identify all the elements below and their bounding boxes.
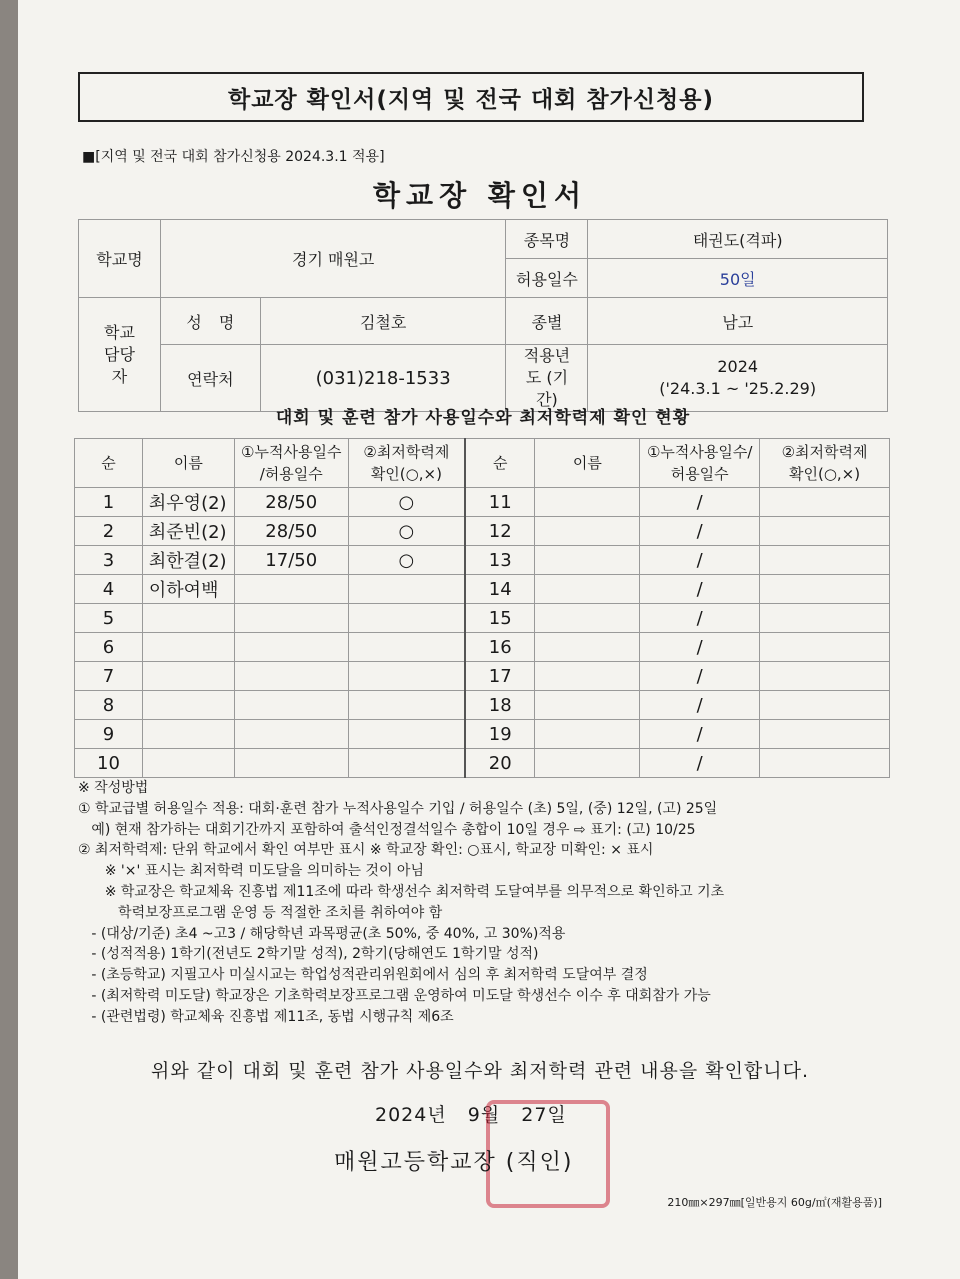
note-line: - (관련법령) 학교체육 진흥법 제11조, 동법 시행규칙 제6조 <box>78 1008 454 1025</box>
row-no: 3 <box>75 546 143 575</box>
roster-header-row <box>75 439 890 488</box>
athlete-name <box>142 633 234 662</box>
row-no: 4 <box>75 575 143 604</box>
academic-check: ○ <box>348 517 465 546</box>
used-days: 17/50 <box>234 546 348 575</box>
athlete-name-2 <box>535 575 640 604</box>
row-no: 6 <box>75 633 143 662</box>
used-days-2: / <box>640 720 760 749</box>
used-days-2: / <box>640 517 760 546</box>
academic-check-2 <box>760 720 890 749</box>
row-no-2: 14 <box>465 575 535 604</box>
roster-row <box>75 749 890 778</box>
athlete-name: 이하여백 <box>142 575 234 604</box>
used-days-2: / <box>640 604 760 633</box>
academic-check <box>348 575 465 604</box>
academic-check <box>348 691 465 720</box>
note-line: - (초등학교) 지필고사 미실시교는 학업성적관리위원회에서 심의 후 최저학력 도달여부 결정 <box>78 967 648 984</box>
athlete-name <box>142 749 234 778</box>
row-no-2: 15 <box>465 604 535 633</box>
roster-row <box>75 662 890 691</box>
academic-check <box>348 662 465 691</box>
row-no-2: 12 <box>465 517 535 546</box>
event-label: 종목명 <box>506 220 588 259</box>
athlete-name: 최준빈(2) <box>142 517 234 546</box>
header-no: 순 <box>75 439 143 488</box>
year-period-cell <box>588 345 888 412</box>
note-line: ② 최저학력제: 단위 학교에서 확인 여부만 표시 ※ 학교장 확인: ○표시, 학교장 미확인: × 표시 <box>78 842 654 859</box>
athlete-name-2 <box>535 517 640 546</box>
school-label: 학교명 <box>79 220 161 298</box>
header-name-2: 이름 <box>535 439 640 488</box>
roster-row <box>75 517 890 546</box>
used-days <box>234 662 348 691</box>
year-label: 적용년도 (기간) <box>506 345 588 412</box>
athlete-name-2 <box>535 691 640 720</box>
row-no-2: 17 <box>465 662 535 691</box>
note-line: - (최저학력 미도달) 학교장은 기초학력보장프로그램 운영하여 미도달 학생선수 이수 후 대회참가 가능 <box>78 987 711 1004</box>
header-name: 이름 <box>142 439 234 488</box>
athlete-name <box>142 662 234 691</box>
athlete-name <box>142 604 234 633</box>
academic-check-2 <box>760 691 890 720</box>
contact-label: 연락처 <box>160 345 260 412</box>
school-value: 경기 매원고 <box>160 220 506 298</box>
row-no: 8 <box>75 691 143 720</box>
allowed-days-value: 50일 <box>588 259 888 298</box>
used-days <box>234 575 348 604</box>
athlete-name-2 <box>535 633 640 662</box>
issue-date: 2024년 9월 27일 <box>375 1104 567 1126</box>
roster-row <box>75 633 890 662</box>
used-days-2: / <box>640 488 760 517</box>
used-days <box>234 604 348 633</box>
note-line: - (대상/기준) 초4 ~고3 / 해당학년 과목평균(초 50%, 중 40%, 고 30%)적용 <box>78 925 566 942</box>
school-info-table <box>78 219 888 412</box>
academic-check: ○ <box>348 546 465 575</box>
gender-label: 종별 <box>506 298 588 345</box>
athlete-name <box>142 691 234 720</box>
note-line: 예) 현재 참가하는 대회기간까지 포함하여 출석인정결석일수 총합이 10일 경우 ⇨ 표기: (고) 10/25 <box>78 821 696 838</box>
roster-row <box>75 488 890 517</box>
principal-signature: 매원고등학교장 (직인) <box>334 1150 574 1175</box>
roster-row <box>75 546 890 575</box>
academic-check <box>348 720 465 749</box>
athlete-name-2 <box>535 488 640 517</box>
roster-row <box>75 720 890 749</box>
row-no-2: 19 <box>465 720 535 749</box>
academic-check-2 <box>760 662 890 691</box>
header-days-2: ①누적사용일수/ 허용일수 <box>640 439 760 488</box>
academic-check-2 <box>760 633 890 662</box>
instructions-notes <box>78 778 898 1028</box>
paper-spec: 210㎜×297㎜[일반용지 60g/㎡(재활용품)] <box>667 1196 882 1209</box>
row-no: 10 <box>75 749 143 778</box>
note-line: ※ 작성방법 <box>78 780 149 796</box>
header-academic-2: ②최저학력제 확인(○,×) <box>760 439 890 488</box>
used-days-2: / <box>640 546 760 575</box>
row-no-2: 11 <box>465 488 535 517</box>
document-title: 학교장 확인서 <box>372 179 588 212</box>
gender-value: 남고 <box>588 298 888 345</box>
event-value: 태권도(격파) <box>588 220 888 259</box>
roster-row <box>75 604 890 633</box>
academic-check-2 <box>760 517 890 546</box>
academic-check-2 <box>760 575 890 604</box>
note-line: - (성적적용) 1학기(전년도 2학기말 성적), 2학기(당해연도 1학기말 성적) <box>78 946 539 963</box>
row-no-2: 20 <box>465 749 535 778</box>
athlete-name-2 <box>535 749 640 778</box>
academic-check-2 <box>760 488 890 517</box>
academic-check: ○ <box>348 488 465 517</box>
row-no: 7 <box>75 662 143 691</box>
used-days <box>234 633 348 662</box>
used-days <box>234 749 348 778</box>
name-label: 성 명 <box>160 298 260 345</box>
allowed-days-label: 허용일수 <box>506 259 588 298</box>
athlete-name-2 <box>535 720 640 749</box>
note-line: ※ 학교장은 학교체육 진흥법 제11조에 따라 학생선수 최저학력 도달여부를 의무적으로 확인하고 기초 <box>78 883 725 900</box>
athlete-name-2 <box>535 604 640 633</box>
used-days <box>234 720 348 749</box>
used-days-2: / <box>640 691 760 720</box>
roster-row <box>75 691 890 720</box>
period-value: ('24.3.1 ~ '25.2.29) <box>659 379 817 398</box>
header-academic: ②최저학력제 확인(○,×) <box>348 439 465 488</box>
academic-check-2 <box>760 546 890 575</box>
manager-label: 학교 담당자 <box>79 298 161 412</box>
note-line: ① 학교급별 허용일수 적용: 대회·훈련 참가 누적사용일수 기입 / 허용일수 (초) 5일, (중) 12일, (고) 25일 <box>78 800 718 817</box>
row-no: 9 <box>75 720 143 749</box>
row-no: 1 <box>75 488 143 517</box>
row-no: 2 <box>75 517 143 546</box>
form-subheader: ■[지역 및 전국 대회 참가신청용 2024.3.1 적용] <box>82 149 385 165</box>
banner-title: 학교장 확인서(지역 및 전국 대회 참가신청용) <box>78 72 864 122</box>
athlete-roster-table <box>74 438 890 778</box>
academic-check-2 <box>760 749 890 778</box>
academic-check-2 <box>760 604 890 633</box>
header-no-2: 순 <box>465 439 535 488</box>
used-days-2: / <box>640 633 760 662</box>
athlete-name: 최우영(2) <box>142 488 234 517</box>
used-days-2: / <box>640 662 760 691</box>
athlete-name: 최한결(2) <box>142 546 234 575</box>
used-days <box>234 691 348 720</box>
used-days: 28/50 <box>234 488 348 517</box>
header-days: ①누적사용일수 /허용일수 <box>234 439 348 488</box>
academic-check <box>348 604 465 633</box>
academic-check <box>348 633 465 662</box>
athlete-name <box>142 720 234 749</box>
row-no-2: 16 <box>465 633 535 662</box>
athlete-name-2 <box>535 662 640 691</box>
used-days-2: / <box>640 575 760 604</box>
used-days-2: / <box>640 749 760 778</box>
athlete-name-2 <box>535 546 640 575</box>
name-value: 김철호 <box>260 298 506 345</box>
year-value: 2024 <box>717 357 759 376</box>
row-no: 5 <box>75 604 143 633</box>
section-title: 대회 및 훈련 참가 사용일수와 최저학력제 확인 현황 <box>275 408 691 428</box>
confirmation-statement: 위와 같이 대회 및 훈련 참가 사용일수와 최저학력 관련 내용을 확인합니다. <box>150 1060 810 1082</box>
contact-value: (031)218-1533 <box>260 345 506 412</box>
note-line: 학력보장프로그램 운영 등 적절한 조치를 취하여야 함 <box>78 904 443 921</box>
academic-check <box>348 749 465 778</box>
row-no-2: 18 <box>465 691 535 720</box>
roster-row <box>75 575 890 604</box>
note-line: ※ '×' 표시는 최저학력 미도달을 의미하는 것이 아님 <box>78 863 424 880</box>
row-no-2: 13 <box>465 546 535 575</box>
used-days: 28/50 <box>234 517 348 546</box>
